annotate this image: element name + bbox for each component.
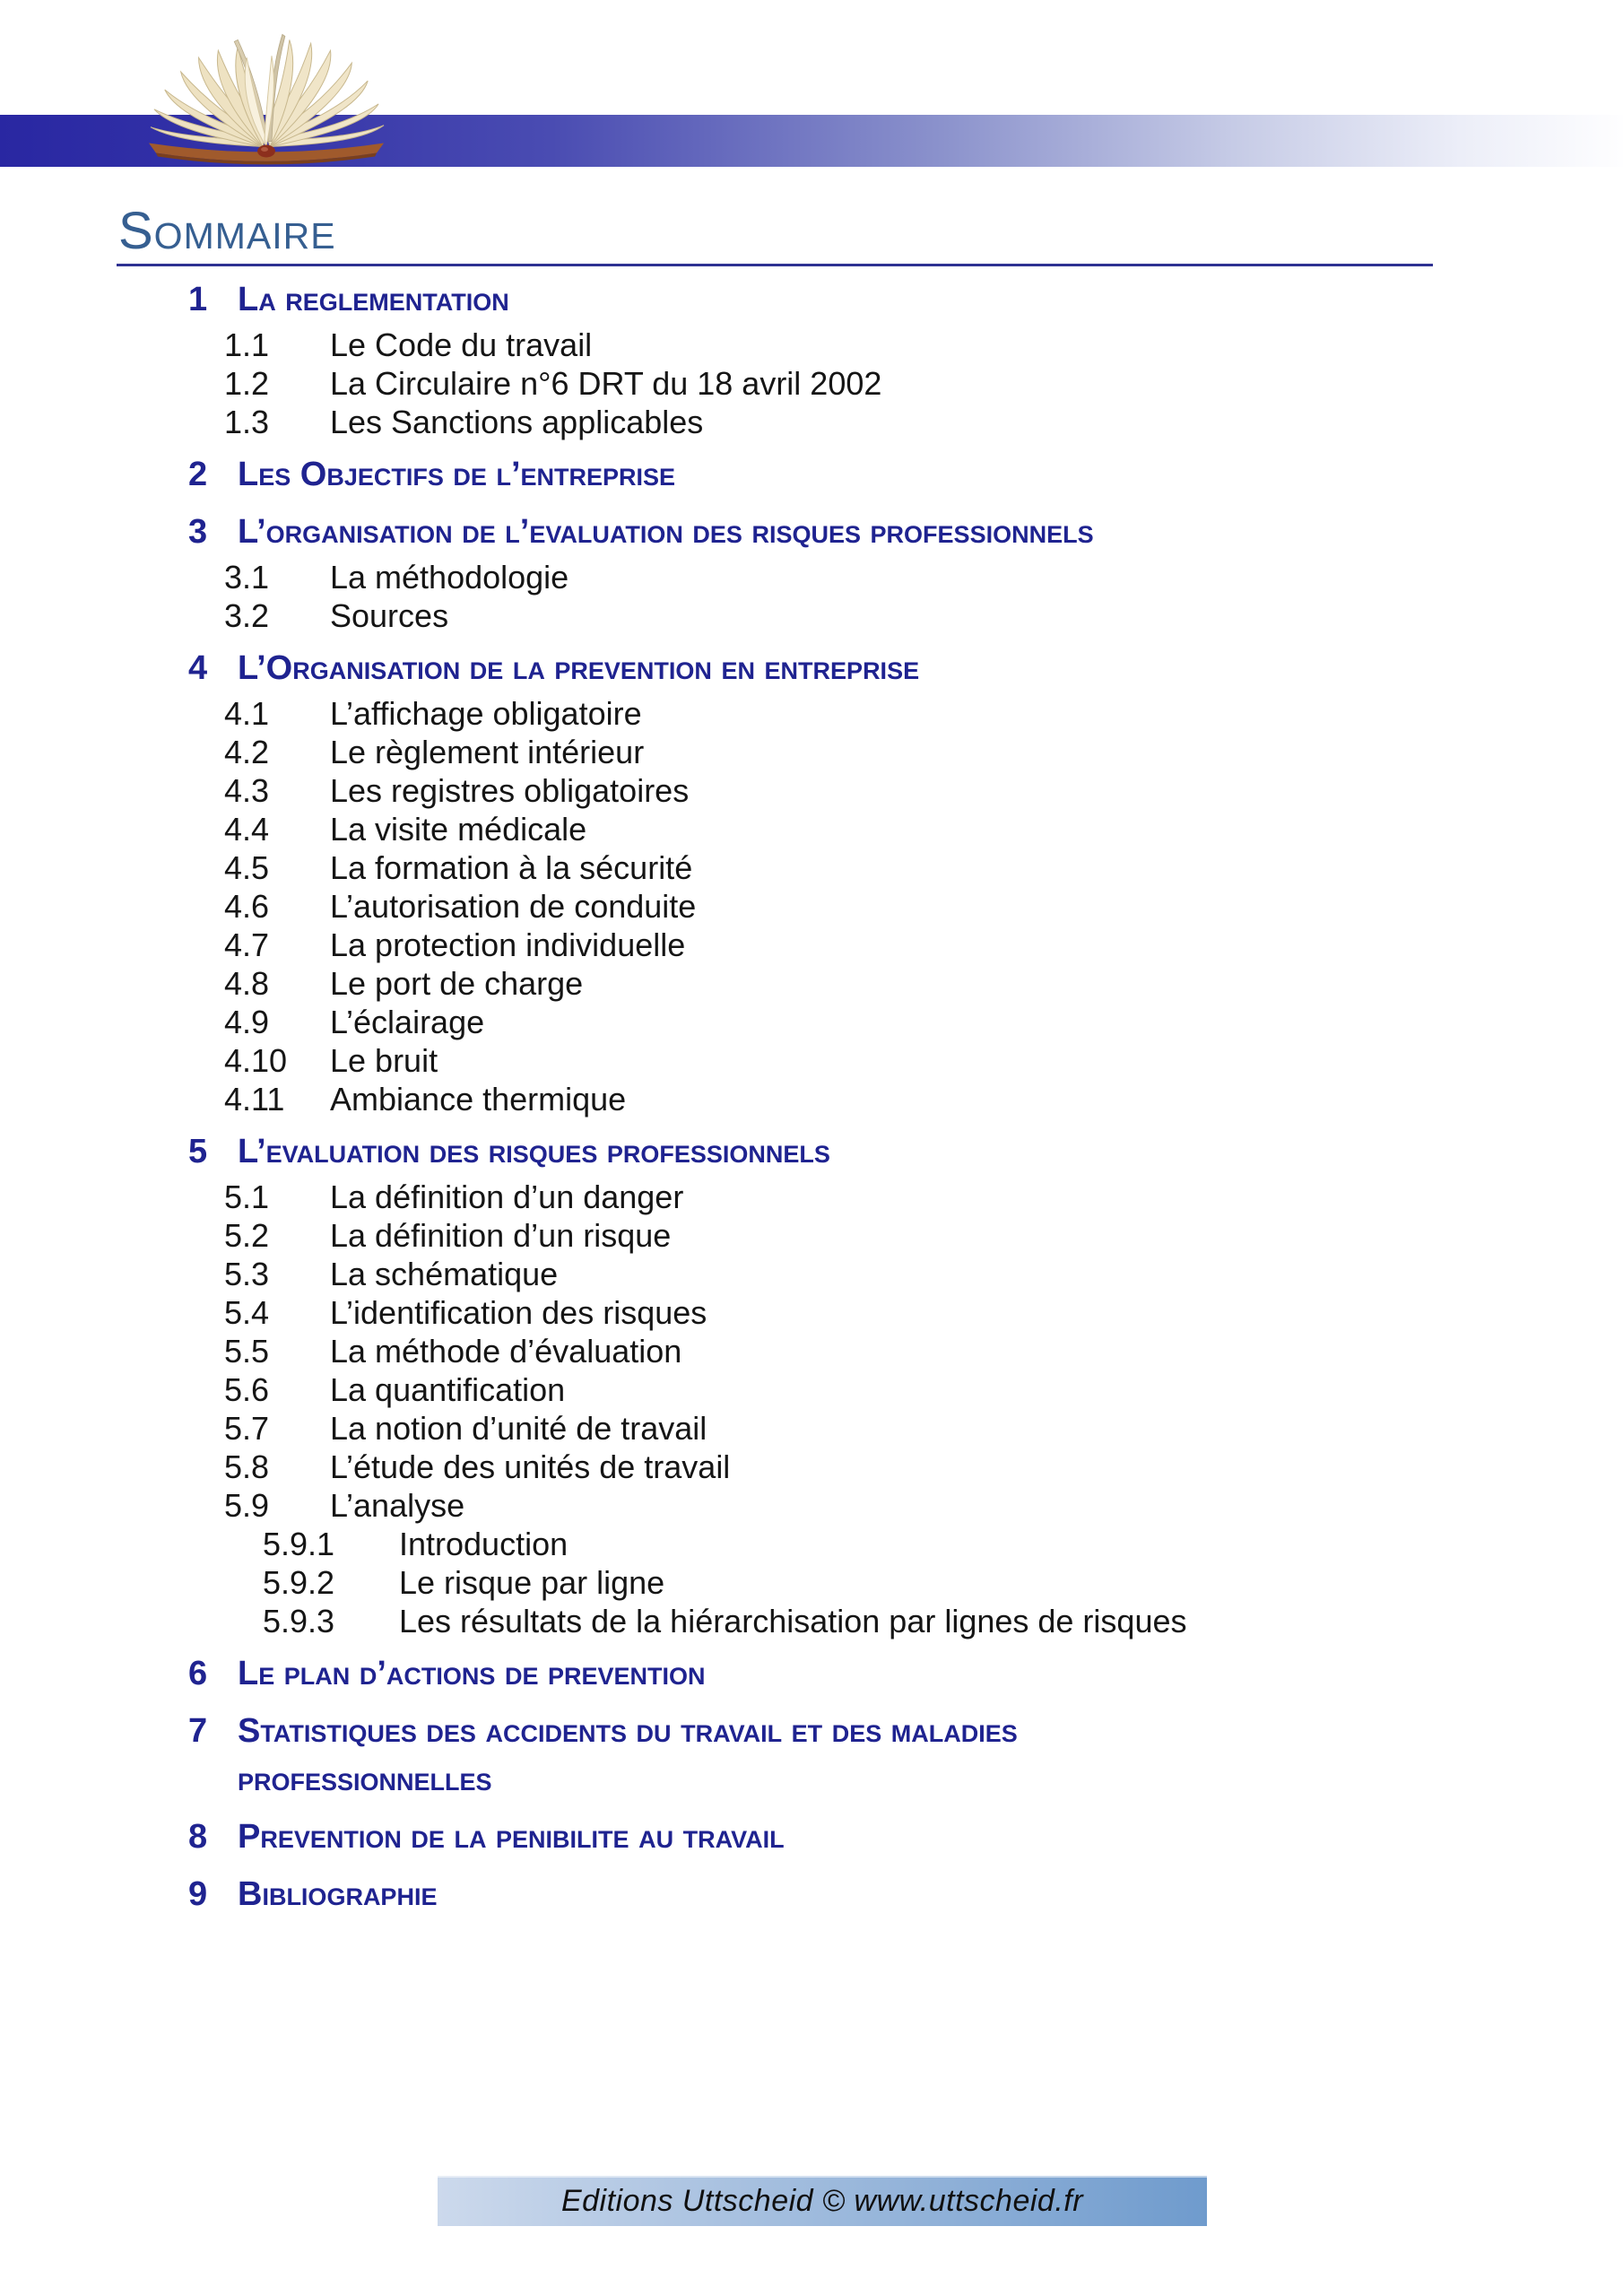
toc-item-label: L’autorisation de conduite [330, 888, 697, 925]
toc-item-number: 5.3 [224, 1256, 270, 1292]
toc-item-number: 5.5 [224, 1333, 270, 1370]
toc-item [117, 694, 1433, 733]
toc-section-heading [117, 450, 1433, 499]
section-number: 4 [188, 649, 208, 687]
toc-item-label: Sources [330, 597, 449, 634]
toc-item-number: 5.2 [224, 1217, 270, 1254]
toc-item [117, 1602, 1433, 1640]
toc-item [117, 848, 1433, 887]
toc-section [117, 644, 1433, 1118]
toc-item [117, 1080, 1433, 1118]
toc-section-heading [117, 1127, 1433, 1176]
section-label: Bibliographie [238, 1875, 438, 1913]
toc-item [117, 810, 1433, 848]
toc-item-number: 3.1 [224, 559, 270, 596]
toc-item-number: 1.2 [224, 365, 270, 402]
section-label: L’evaluation des risques professionnels [238, 1133, 830, 1170]
toc-item-number: 4.3 [224, 772, 270, 809]
toc-section-heading [117, 1649, 1433, 1698]
table-of-contents [117, 275, 1433, 1918]
toc-item-label: Le règlement intérieur [330, 734, 645, 770]
toc-section-heading [117, 644, 1433, 692]
toc-item [117, 887, 1433, 926]
section-label: L’organisation de l’evaluation des risques professionnels [238, 513, 1094, 551]
section-label: Le plan d’actions de prevention [238, 1655, 706, 1692]
toc-item [117, 1255, 1433, 1293]
section-label: Statistiques des accidents du travail et des maladies professionnelles [238, 1712, 1018, 1798]
toc-item-label: L’analyse [330, 1487, 465, 1524]
section-label: Les Objectifs de l’entreprise [238, 456, 676, 493]
toc-item-number: 5.8 [224, 1448, 270, 1485]
toc-content [117, 199, 1433, 1918]
toc-item-number: 5.1 [224, 1178, 270, 1215]
toc-item-number: 4.6 [224, 888, 270, 925]
toc-item [117, 403, 1433, 441]
section-number: 7 [188, 1712, 208, 1750]
toc-item-label: Ambiance thermique [330, 1081, 627, 1118]
toc-item [117, 364, 1433, 403]
toc-item-label: La Circulaire n°6 DRT du 18 avril 2002 [330, 365, 882, 402]
toc-item-label: L’éclairage [330, 1004, 485, 1040]
toc-item-number: 4.7 [224, 926, 270, 963]
toc-item-label: La définition d’un risque [330, 1217, 672, 1254]
toc-item [117, 1448, 1433, 1486]
section-number: 3 [188, 513, 208, 551]
section-number: 8 [188, 1818, 208, 1856]
toc-item-number: 4.2 [224, 734, 270, 770]
toc-item-label: La méthode d’évaluation [330, 1333, 682, 1370]
toc-item-number: 5.9.2 [263, 1564, 335, 1601]
toc-item-number: 1.3 [224, 404, 270, 440]
toc-section-items [117, 326, 1433, 441]
toc-section [117, 450, 1433, 499]
toc-item-number: 3.2 [224, 597, 270, 634]
toc-item-label: La schématique [330, 1256, 559, 1292]
page-title: Sommaire [117, 199, 1433, 266]
toc-item-number: 5.9 [224, 1487, 270, 1524]
toc-item-number: 4.9 [224, 1004, 270, 1040]
toc-section-heading [117, 1707, 1433, 1804]
toc-item-label: Le bruit [330, 1042, 438, 1079]
footer-band [438, 2176, 1207, 2226]
toc-item [117, 1409, 1433, 1448]
toc-item [117, 1041, 1433, 1080]
toc-item-number: 1.1 [224, 326, 270, 363]
toc-item [117, 1370, 1433, 1409]
footer-text: Editions Uttscheid © www.uttscheid.fr [560, 2183, 1084, 2218]
section-label: La reglementation [238, 281, 509, 318]
toc-item-label: L’identification des risques [330, 1294, 707, 1331]
toc-item-number: 5.9.1 [263, 1526, 335, 1562]
toc-item [117, 1178, 1433, 1216]
section-number: 5 [188, 1133, 208, 1170]
toc-section [117, 275, 1433, 441]
section-label: Prevention de la penibilite au travail [238, 1818, 785, 1856]
open-book-icon [142, 11, 391, 165]
toc-section [117, 1127, 1433, 1640]
toc-item-label: L’affichage obligatoire [330, 695, 642, 732]
section-number: 1 [188, 281, 208, 318]
toc-section-items [117, 1178, 1433, 1640]
section-number: 2 [188, 456, 208, 493]
toc-item [117, 771, 1433, 810]
section-label: L’Organisation de la prevention en entreprise [238, 649, 920, 687]
toc-item-number: 4.8 [224, 965, 270, 1002]
section-number: 9 [188, 1875, 208, 1913]
toc-item [117, 326, 1433, 364]
toc-item-label: La définition d’un danger [330, 1178, 684, 1215]
toc-item-label: Le Code du travail [330, 326, 593, 363]
toc-item-label: La protection individuelle [330, 926, 686, 963]
toc-item [117, 1332, 1433, 1370]
section-number: 6 [188, 1655, 208, 1692]
toc-item-number: 5.7 [224, 1410, 270, 1447]
toc-item-label: L’étude des unités de travail [330, 1448, 731, 1485]
toc-item-number: 4.11 [224, 1081, 285, 1118]
toc-item [117, 1003, 1433, 1041]
toc-item-number: 5.9.3 [263, 1603, 335, 1639]
toc-item [117, 1216, 1433, 1255]
toc-section [117, 1707, 1433, 1804]
toc-section-heading [117, 1813, 1433, 1861]
toc-item-label: Introduction [399, 1526, 568, 1562]
toc-item-label: La formation à la sécurité [330, 849, 693, 886]
toc-item [117, 964, 1433, 1003]
toc-item-label: Les Sanctions applicables [330, 404, 704, 440]
toc-section-heading [117, 275, 1433, 324]
toc-item-number: 5.4 [224, 1294, 270, 1331]
toc-item-label: La quantification [330, 1371, 566, 1408]
toc-item-label: La méthodologie [330, 559, 569, 596]
toc-item [117, 926, 1433, 964]
toc-item-label: La visite médicale [330, 811, 587, 848]
toc-item [117, 596, 1433, 635]
toc-item [117, 1525, 1433, 1563]
toc-section-items [117, 694, 1433, 1118]
toc-section-items [117, 558, 1433, 635]
toc-item [117, 558, 1433, 596]
toc-section [117, 1870, 1433, 1918]
toc-section-heading [117, 508, 1433, 556]
toc-item-number: 5.6 [224, 1371, 270, 1408]
toc-section [117, 1813, 1433, 1861]
toc-item-number: 4.10 [224, 1042, 288, 1079]
toc-item [117, 1293, 1433, 1332]
toc-section [117, 1649, 1433, 1698]
toc-item-number: 4.1 [224, 695, 270, 732]
toc-item-number: 4.5 [224, 849, 270, 886]
toc-item-label: Les registres obligatoires [330, 772, 690, 809]
toc-item [117, 733, 1433, 771]
toc-item-label: Le risque par ligne [399, 1564, 665, 1601]
toc-item-label: La notion d’unité de travail [330, 1410, 707, 1447]
toc-item [117, 1563, 1433, 1602]
toc-item-label: Le port de charge [330, 965, 584, 1002]
toc-item [117, 1486, 1433, 1525]
toc-item-label: Les résultats de la hiérarchisation par lignes de risques [399, 1603, 1187, 1639]
toc-section-heading [117, 1870, 1433, 1918]
toc-section [117, 508, 1433, 635]
toc-item-number: 4.4 [224, 811, 270, 848]
